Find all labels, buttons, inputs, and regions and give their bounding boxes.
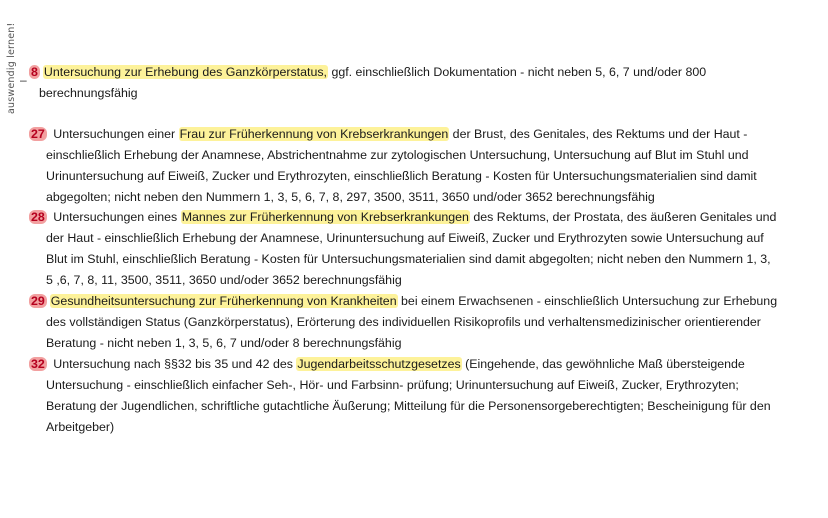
entry-text: Untersuchungen eines — [49, 210, 181, 224]
entry-line — [29, 124, 757, 145]
entry-line — [29, 354, 771, 375]
side-dash: – — [20, 73, 27, 87]
entry-line: Blut im Stuhl, einschließlich Beratung - Kosten für Untersuchungsmaterialien sind damit abgegolten; nicht neben den Nummern 1, 3, — [46, 252, 771, 266]
entry-number: 32 — [31, 357, 45, 371]
entry-line: berechnungsfähig — [39, 86, 138, 100]
entry-number: 8 — [31, 65, 38, 79]
side-note-text: auswendig lernen! — [6, 22, 17, 114]
entry-text: ggf. einschließlich Dokumentation - nicht neben 5, 6, 7 und/oder 800 — [328, 65, 707, 79]
entry-text: des Rektums, der Prostata, des äußeren Genitales und — [469, 210, 777, 224]
entry-line: Urinuntersuchung auf Eiweiß, Zucker und Erythrozyten, einschließlich Beratung - Kosten für Untersuchungsmaterialien sind damit — [46, 169, 757, 183]
entry-text: (Eingehende, das gewöhnliche Maß übersteigende — [461, 357, 745, 371]
entry-highlight: Gesundheitsuntersuchung zur Früherkennung von Krankheiten — [50, 294, 397, 308]
entry-line — [29, 62, 706, 83]
entry-highlight: Jugendarbeitsschutzgesetzes — [297, 357, 461, 371]
entry-line — [29, 207, 776, 228]
entry-number: 27 — [31, 127, 45, 141]
entry-number: 28 — [31, 210, 45, 224]
entry-highlight: Frau zur Früherkennung von Krebserkrankungen — [179, 127, 449, 141]
entry-line: des vollständigen Status (Ganzkörperstatus), Erörterung des individuellen Risikoprofils und verhaltensmedizinischer orientierender — [46, 315, 761, 329]
entry-27 — [29, 124, 757, 208]
entry-text: Untersuchungen einer — [49, 127, 179, 141]
entry-text: der Brust, des Genitales, des Rektums und der Haut - — [449, 127, 748, 141]
entry-line: abgegolten; nicht neben den Nummern 1, 3, 5, 6, 7, 8, 297, 3500, 3511, 3650 und/oder 3652 berechnungsfähig — [46, 190, 655, 204]
entry-line: Arbeitgeber) — [46, 420, 115, 434]
entry-8 — [29, 62, 706, 104]
entry-line: der Haut - einschließlich Erhebung der Anamnese, Urinuntersuchung auf Eiweiß, Zucker und Erythrozyten sowie Untersuchung auf — [46, 231, 764, 245]
entry-line: 5 ,6, 7, 8, 11, 3500, 3511, 3650 und/oder 3652 berechnungsfähig — [46, 273, 402, 287]
entry-32 — [29, 354, 771, 438]
entry-28 — [29, 207, 776, 291]
entry-line — [29, 291, 777, 312]
entry-text: bei einem Erwachsenen - einschließlich Untersuchung zur Erhebung — [397, 294, 778, 308]
side-handwritten-note — [6, 18, 20, 118]
entry-29 — [29, 291, 777, 354]
entry-highlight: Untersuchung zur Erhebung des Ganzkörperstatus, — [43, 65, 327, 79]
entry-highlight: Mannes zur Früherkennung von Krebserkrankungen — [181, 210, 469, 224]
entry-line: Untersuchung - einschließlich einfacher Seh-, Hör- und Farbsinn- prüfung; Urinuntersuchung auf Eiweiß, Zucker, Erythrozyten; — [46, 378, 739, 392]
entry-line: einschließlich Erhebung der Anamnese, Abstrichentnahme zur zytologischen Untersuchung, Untersuchung auf Blut im Stuhl und — [46, 148, 749, 162]
entry-line: Beratung der Jugendlichen, schriftliche gutachtliche Äußerung; Mitteilung für die Personensorgeberechtigten; Bescheinigung für den — [46, 399, 771, 413]
entry-text: Untersuchung nach §§32 bis 35 und 42 des — [49, 357, 297, 371]
entry-number: 29 — [31, 294, 45, 308]
entry-line: Beratung - nicht neben 1, 3, 5, 6, 7 und/oder 8 berechnungsfähig — [46, 336, 402, 350]
